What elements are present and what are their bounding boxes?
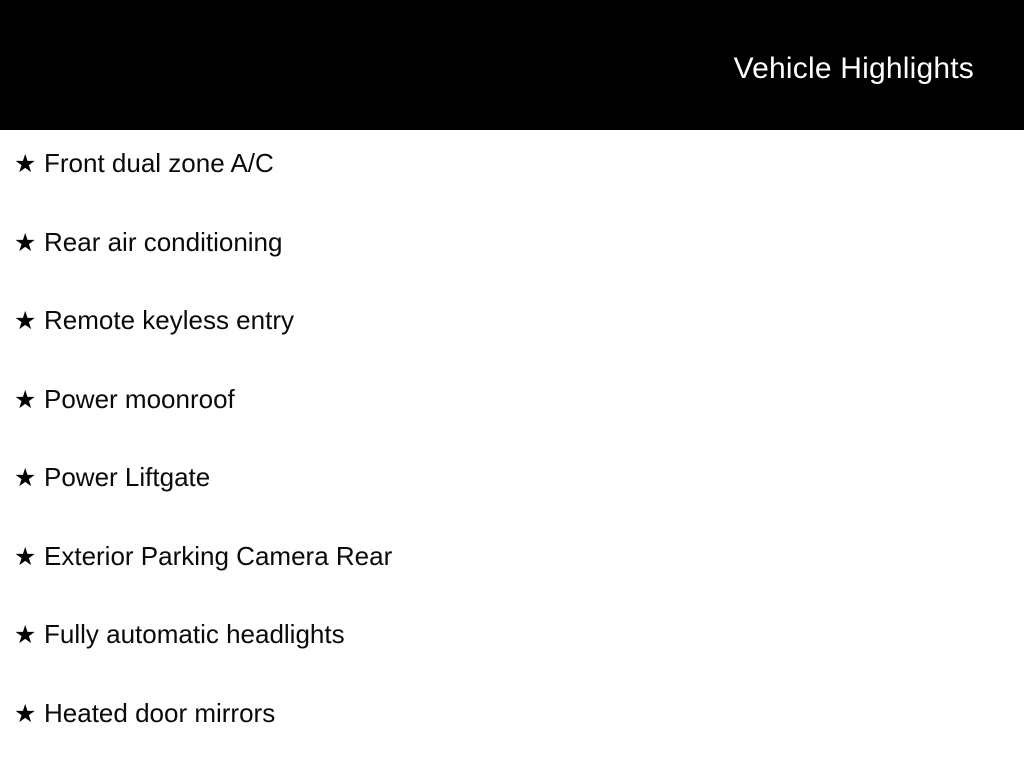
star-icon: ★ bbox=[14, 545, 44, 570]
list-item-label: Exterior Parking Camera Rear bbox=[44, 543, 392, 569]
star-icon: ★ bbox=[14, 623, 44, 648]
star-icon: ★ bbox=[14, 388, 44, 413]
page-header bbox=[0, 0, 1024, 130]
star-icon: ★ bbox=[14, 309, 44, 334]
list-item bbox=[0, 229, 1024, 308]
list-item-label: Rear air conditioning bbox=[44, 229, 282, 255]
list-item bbox=[0, 700, 1024, 778]
list-item bbox=[0, 543, 1024, 622]
star-icon: ★ bbox=[14, 152, 44, 177]
list-item bbox=[0, 150, 1024, 229]
list-item-label: Front dual zone A/C bbox=[44, 150, 274, 176]
list-item bbox=[0, 621, 1024, 700]
list-item-label: Power moonroof bbox=[44, 386, 235, 412]
list-item-label: Power Liftgate bbox=[44, 464, 210, 490]
star-icon: ★ bbox=[14, 231, 44, 256]
list-item bbox=[0, 464, 1024, 543]
star-icon: ★ bbox=[14, 702, 44, 727]
list-item bbox=[0, 386, 1024, 465]
list-item-label: Fully automatic headlights bbox=[44, 621, 345, 647]
list-item-label: Remote keyless entry bbox=[44, 307, 294, 333]
list-item bbox=[0, 307, 1024, 386]
list-item-label: Heated door mirrors bbox=[44, 700, 275, 726]
vehicle-highlights-list bbox=[0, 130, 1024, 778]
star-icon: ★ bbox=[14, 466, 44, 491]
page-title: Vehicle Highlights bbox=[734, 44, 1024, 86]
